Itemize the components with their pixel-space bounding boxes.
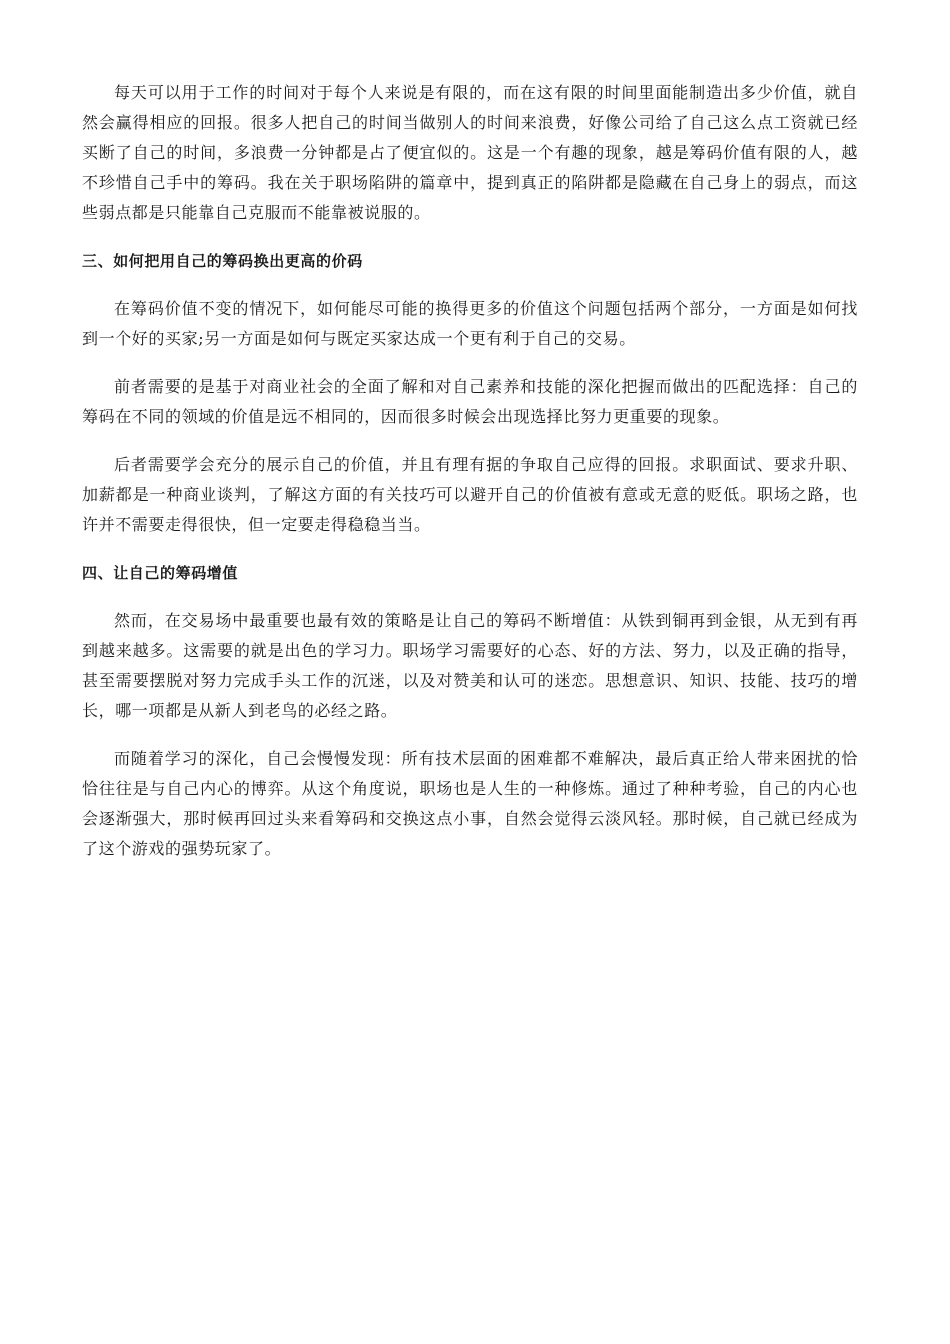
document-page <box>82 78 858 882</box>
section-heading-3: 三、如何把用自己的筹码换出更高的价码 <box>82 252 363 270</box>
paragraph-better-price: 在筹码价值不变的情况下，如何能尽可能的换得更多的价值这个问题包括两个部分，一方面是如何找到一个好的买家;另一方面是如何与既定买家达成一个更有利于自己的交易。 <box>82 299 858 348</box>
paragraph-appreciation: 然而，在交易场中最重要也最有效的策略是让自己的筹码不断增值：从铁到铜再到金银，从无到有再到越来越多。这需要的就是出色的学习力。职场学习需要好的心态、好的方法、努力，以及正确的指导，甚至需要摆脱对努力完成手头工作的沉迷，以及对赞美和认可的迷恋。思想意识、知识、技能、技巧的增长，哪一项都是从新人到老鸟的必经之路。 <box>82 611 858 720</box>
paragraph-inner-game: 而随着学习的深化，自己会慢慢发现：所有技术层面的困难都不难解决，最后真正给人带来困扰的恰恰往往是与自己内心的博弈。从这个角度说，职场也是人生的一种修炼。通过了种种考验，自己的内心也会逐渐强大，那时候再回过头来看筹码和交换这点小事，自然会觉得云淡风轻。那时候，自己就已经成为了这个游戏的强势玩家了。 <box>82 749 858 858</box>
paragraph-negotiation: 后者需要学会充分的展示自己的价值，并且有理有据的争取自己应得的回报。求职面试、要求升职、加薪都是一种商业谈判，了解这方面的有关技巧可以避开自己的价值被有意或无意的贬低。职场之路，也许并不需要走得很快，但一定要走得稳稳当当。 <box>82 455 858 534</box>
section-heading-4: 四、让自己的筹码增值 <box>82 564 239 582</box>
paragraph-buyer-selection: 前者需要的是基于对商业社会的全面了解和对自己素养和技能的深化把握而做出的匹配选择：自己的筹码在不同的领域的价值是远不相同的，因而很多时候会出现选择比努力更重要的现象。 <box>82 377 858 426</box>
paragraph-time-value: 每天可以用于工作的时间对于每个人来说是有限的，而在这有限的时间里面能制造出多少价值，就自然会赢得相应的回报。很多人把自己的时间当做别人的时间来浪费，好像公司给了自己这么点工资就已经买断了自己的时间，多浪费一分钟都是占了便宜似的。这是一个有趣的现象，越是筹码价值有限的人，越不珍惜自己手中的筹码。我在关于职场陷阱的篇章中，提到真正的陷阱都是隐藏在自己身上的弱点，而这些弱点都是只能靠自己克服而不能靠被说服的。 <box>82 83 858 222</box>
